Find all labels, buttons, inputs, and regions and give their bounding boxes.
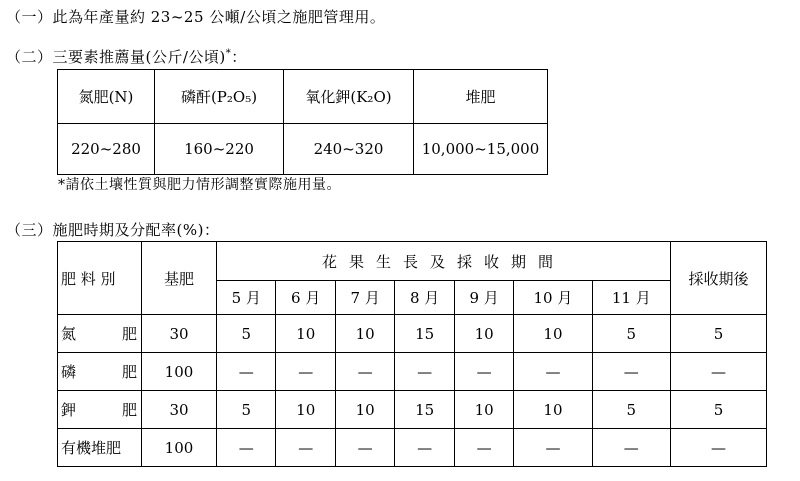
header-compost: 堆肥 [414,70,548,124]
month-value: — [335,353,394,391]
value-phosphorus: 160~220 [155,124,284,175]
fertilization-schedule-table [57,241,767,467]
section-1-text: （一）此為年產量約 23~25 公噸/公頃之施肥管理用。 [6,8,386,26]
month-value: 10 [514,391,592,429]
row-label [58,353,142,391]
header-fertilizer-type [58,242,142,315]
month-header: 7 月 [335,281,394,315]
section-3-heading: （三）施肥時期及分配率(%)： [6,221,220,239]
row-label [58,429,142,467]
month-value: 10 [276,315,335,353]
month-value: — [217,353,276,391]
section-2-heading [6,46,247,67]
month-header: 9 月 [454,281,513,315]
header-nitrogen: 氮肥(N) [58,70,155,124]
month-value: 15 [395,315,454,353]
row-label-part: 肥 [121,401,137,419]
after-value: — [671,429,767,467]
month-value: 10 [514,315,592,353]
month-value: — [454,353,513,391]
row-label [58,391,142,429]
month-value: — [217,429,276,467]
table-row [58,429,767,467]
base-value: 100 [142,353,217,391]
month-value: 15 [395,391,454,429]
month-value: — [335,429,394,467]
header-potassium: 氧化鉀(K₂O) [284,70,414,124]
table-header-row [58,242,767,281]
value-compost: 10,000~15,000 [414,124,548,175]
row-label-part: 肥 [121,325,137,343]
footnote: *請依土壤性質與肥力情形調整實際施用量。 [58,177,341,193]
row-label-part: 鉀 [61,401,77,419]
month-value: — [395,353,454,391]
table-row [58,315,767,353]
month-value: — [276,429,335,467]
after-value: 5 [671,315,767,353]
month-value: 10 [335,315,394,353]
row-label [58,315,142,353]
month-value: — [592,353,670,391]
base-value: 100 [142,429,217,467]
header-phosphorus: 磷酐(P₂O₅) [155,70,284,124]
row-label-part: 磷 [61,363,77,381]
section-2-colon: ： [231,48,247,66]
after-value: 5 [671,391,767,429]
row-label-part: 有機堆肥 [61,439,122,457]
month-value: 5 [592,391,670,429]
value-potassium: 240~320 [284,124,414,175]
month-header: 10 月 [514,281,592,315]
month-header: 8 月 [395,281,454,315]
month-value: — [592,429,670,467]
month-value: 5 [592,315,670,353]
header-growth-period: 花果生長及採收期間 [217,242,671,281]
month-value: 10 [454,315,513,353]
month-value: 5 [217,391,276,429]
month-value: 10 [335,391,394,429]
section-2-text: （二）三要素推薦量(公斤/公頃) [6,48,226,66]
month-value: 10 [454,391,513,429]
month-value: — [514,353,592,391]
month-value: — [395,429,454,467]
month-header: 5 月 [217,281,276,315]
row-label-part: 肥 [121,363,137,381]
table-row [58,353,767,391]
month-value: 10 [276,391,335,429]
month-header: 11 月 [592,281,670,315]
row-label-part: 氮 [61,325,77,343]
header-after-harvest: 採收期後 [671,242,767,315]
month-header: 6 月 [276,281,335,315]
base-value: 30 [142,315,217,353]
base-value: 30 [142,391,217,429]
month-value: 5 [217,315,276,353]
footnote-mark: * [225,48,232,59]
table-header-row [58,70,548,124]
value-nitrogen: 220~280 [58,124,155,175]
month-value: — [454,429,513,467]
nutrient-recommendation-table [57,69,548,175]
table-row [58,391,767,429]
table-row [58,124,548,175]
after-value: — [671,353,767,391]
header-base: 基肥 [142,242,217,315]
header-fertilizer-type-label: 肥 料 別 [61,269,116,288]
month-value: — [514,429,592,467]
month-value: — [276,353,335,391]
